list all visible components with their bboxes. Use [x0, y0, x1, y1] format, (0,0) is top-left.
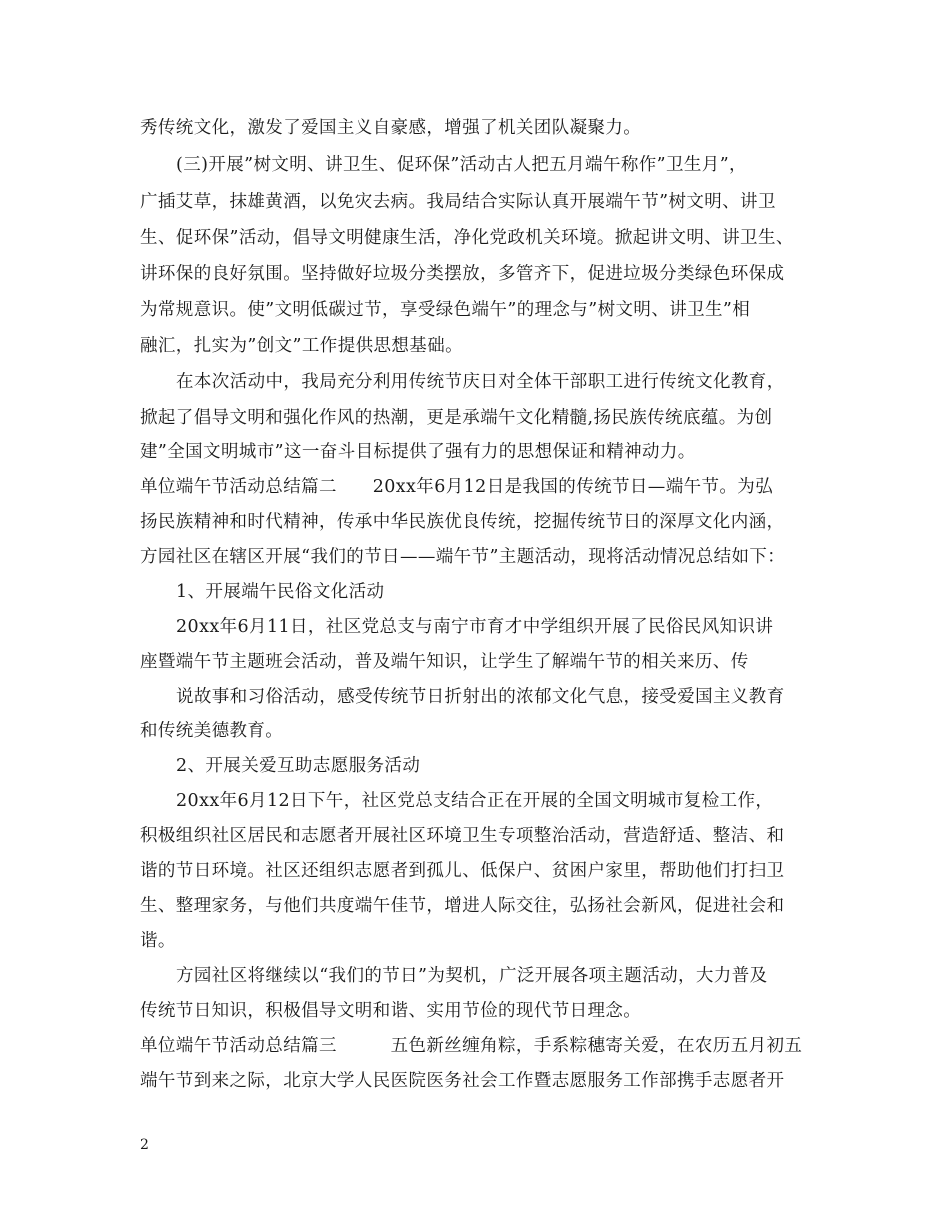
text-line: 20xx年6月11日，社区党总支与南宁市育才中学组织开展了民俗民风知识讲 — [176, 617, 774, 637]
text-line: 在本次活动中，我局充分利用传统节庆日对全体干部职工进行传统文化教育， — [176, 372, 785, 392]
text-line: 方园社区将继续以“我们的节日”为契机，广泛开展各项主题活动，大力普及 — [176, 966, 768, 986]
text-line: (三)开展”树文明、讲卫生、促环保”活动古人把五月端午称作”卫生月”， — [176, 155, 747, 175]
text-line: 扬民族精神和时代精神，传承中华民族优良传统，挖掘传统节日的深厚文化内涵， — [140, 512, 785, 532]
text-line: 座暨端午节主题班会活动，普及端午知识，让学生了解端午节的相关来历、传 — [140, 652, 749, 672]
text-line: 传统节日知识，积极倡导文明和谐、实用节俭的现代节日理念。 — [140, 1001, 642, 1021]
text-line: 融汇，扎实为”创文”工作提供思想基础。 — [140, 336, 463, 356]
text-line: 为常规意识。使”文明低碳过节，享受绿色端午”的理念与”树文明、讲卫生”相 — [140, 300, 751, 320]
section-heading-line: 单位端午节活动总结篇三 五色新丝缠角粽，手系粽穗寄关爱，在农历五月初五 — [140, 1036, 803, 1056]
text-line: 端午节到来之际，北京大学人民医院医务社会工作暨志愿服务工作部携手志愿者开 — [140, 1071, 785, 1091]
text-line: 秀传统文化，激发了爱国主义自豪感，增强了机关团队凝聚力。 — [140, 118, 642, 138]
text-line: 广插艾草，抹雄黄酒，以免灾去病。我局结合实际认真开展端午节”树文明、讲卫 — [140, 192, 776, 212]
text-line: 说故事和习俗活动，感受传统节日折射出的浓郁文化气息，接受爱国主义教育 — [176, 687, 785, 707]
text-line: 20xx年6月12日下午，社区党总支结合正在开展的全国文明城市复检工作， — [176, 791, 774, 811]
text-line: 谐的节日环境。社区还组织志愿者到孤儿、低保户、贫困户家里，帮助他们打扫卫 — [140, 861, 785, 881]
section-heading-line: 单位端午节活动总结篇二 20xx年6月12日是我国的传统节日—端午节。为弘 — [140, 477, 774, 497]
text-line: 掀起了倡导文明和强化作风的热潮，更是承端午文化精髓,扬民族传统底蕴。为创 — [140, 408, 773, 428]
subheading-line: 1、开展端午民俗文化活动 — [176, 582, 385, 602]
text-line: 生、整理家务，与他们共度端午佳节，增进人际交往，弘扬社会新风，促进社会和 — [140, 896, 785, 916]
text-line: 生、促环保”活动，倡导文明健康生活，净化党政机关环境。掀起讲文明、讲卫生、 — [140, 228, 794, 248]
text-line: 和传统美德教育。 — [140, 721, 284, 741]
subheading-line: 2、开展关爱互助志愿服务活动 — [176, 756, 421, 776]
text-line: 建”全国文明城市”这一奋斗目标提供了强有力的思想保证和精神动力。 — [140, 442, 696, 462]
text-line: 讲环保的良好氛围。坚持做好垃圾分类摆放，多管齐下，促进垃圾分类绿色环保成 — [140, 264, 785, 284]
page-number: 2 — [140, 1137, 149, 1153]
text-line: 谐。 — [140, 931, 176, 951]
text-line: 方园社区在辖区开展“我们的节日——端午节”主题活动，现将活动情况总结如下： — [140, 547, 786, 567]
text-line: 积极组织社区居民和志愿者开展社区环境卫生专项整治活动，营造舒适、整洁、和 — [140, 826, 785, 846]
